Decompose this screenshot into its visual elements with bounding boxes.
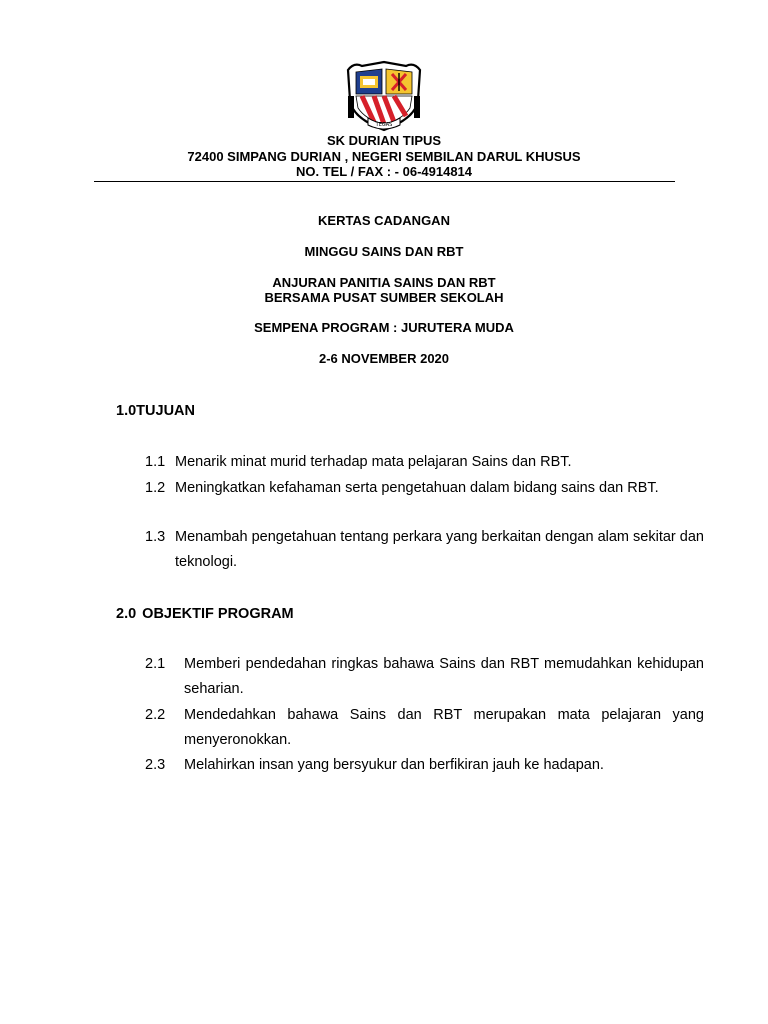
item-text: Menarik minat murid terhadap mata pelajaran Sains dan RBT. — [175, 454, 572, 470]
list-item — [145, 476, 705, 526]
item-number: 2.3 — [145, 757, 166, 773]
section-title: OBJEKTIF PROGRAM — [142, 606, 294, 622]
section-title: TUJUAN — [136, 403, 195, 419]
item-text: Melahirkan insan yang bersyukur dan berfikiran jauh ke hadapan. — [184, 757, 604, 773]
item-text: Mendedahkan bahawa Sains dan RBT merupakan mata pelajaran yang menyeronokkan. — [184, 707, 704, 748]
list-item — [145, 450, 705, 475]
organizer-line-2: BERSAMA PUSAT SUMBER SEKOLAH — [264, 290, 504, 305]
school-phone: NO. TEL / FAX : - 06-4914814 — [295, 164, 473, 179]
event-date: 2-6 NOVEMBER 2020 — [318, 351, 450, 366]
school-name: SK DURIAN TIPUS — [326, 133, 442, 148]
list-item — [145, 652, 705, 702]
item-text: Menambah pengetahuan tentang perkara yang berkaitan dengan alam sekitar dan teknologi. — [175, 529, 704, 570]
list-item — [145, 753, 705, 778]
item-number: 1.1 — [145, 454, 166, 470]
section-heading-objektif — [116, 605, 294, 623]
program-name: SEMPENA PROGRAM : JURUTERA MUDA — [254, 320, 514, 335]
organizer-line-1: ANJURAN PANITIA SAINS DAN RBT — [272, 275, 496, 290]
item-number: 1.3 — [145, 529, 166, 545]
item-number: 2.2 — [145, 707, 166, 723]
section-number: 1.0 — [116, 403, 137, 419]
item-number: 1.2 — [145, 480, 166, 496]
list-item — [145, 703, 705, 753]
header-divider — [94, 181, 675, 182]
item-text: Memberi pendedahan ringkas bahawa Sains dan RBT memudahkan kehidupan seharian. — [184, 656, 704, 697]
section-number: 2.0 — [116, 606, 137, 622]
document-type: KERTAS CADANGAN — [318, 213, 450, 228]
item-text: Meningkatkan kefahaman serta pengetahuan dalam bidang sains dan RBT. — [175, 480, 659, 496]
school-address: 72400 SIMPANG DURIAN , NEGERI SEMBILAN DARUL KHUSUS — [187, 149, 581, 164]
event-name: MINGGU SAINS DAN RBT — [304, 244, 464, 259]
school-crest-logo — [344, 60, 424, 132]
section-heading-tujuan — [116, 402, 195, 420]
crest-motto: TEGAS — [375, 122, 393, 128]
item-number: 2.1 — [145, 656, 166, 672]
list-item — [145, 525, 705, 575]
